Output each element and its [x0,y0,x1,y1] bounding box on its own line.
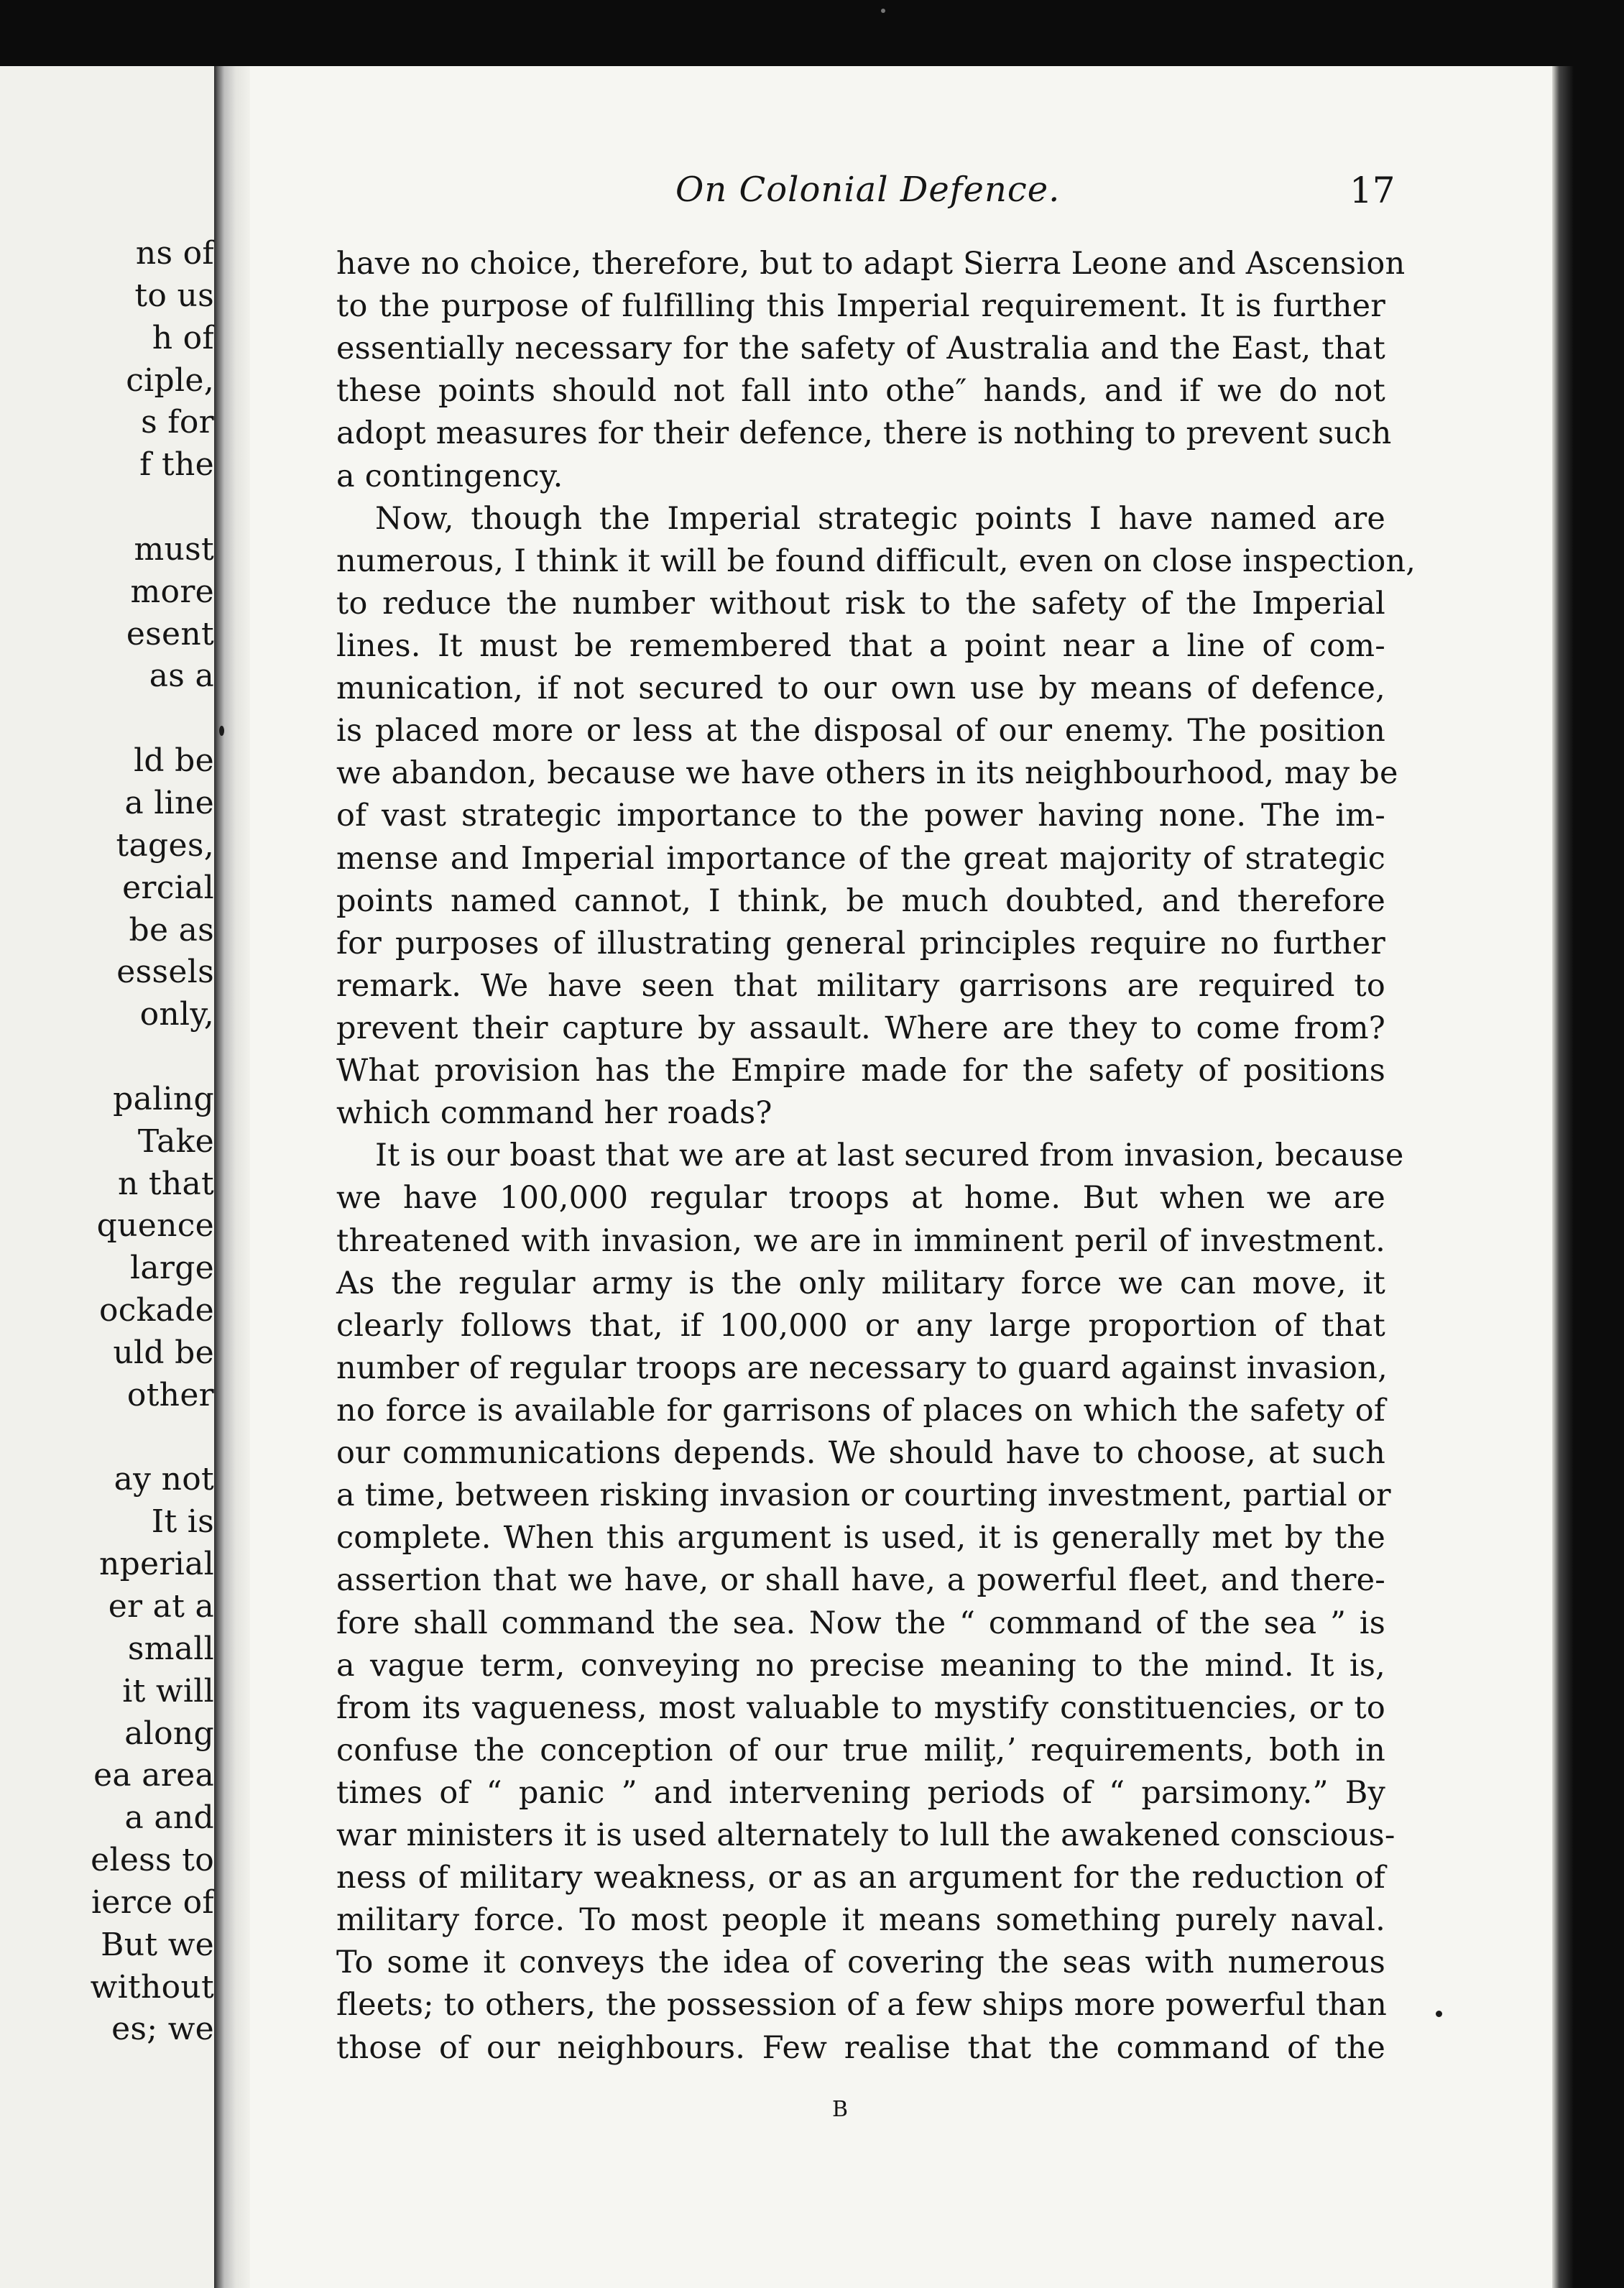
text-line: confuse the conception of our true milit⁣̧,ʼ requirements, both in [336,1732,1385,1768]
left-page-text-fragments [56,233,214,2051]
left-page-line: eless to [91,1842,214,1879]
text-line: ness of military weakness, or as an argument for the reduction of [336,1860,1385,1896]
left-page-line: er at a [108,1588,214,1625]
text-line: remark. We have seen that military garrisons are required to [336,967,1385,1004]
left-page-line: ay not [114,1461,214,1498]
left-page-line: h of [152,319,214,356]
left-page-line [56,1417,214,1459]
left-page-line: small [127,1630,214,1667]
text-line: a time, between risking invasion or courting investment, partial or [336,1477,1391,1514]
body-text [336,243,1416,2070]
text-line: What provision has the Empire made for the safety of positions [336,1053,1385,1089]
text-line: mense and Imperial importance of the great majority of strategic [336,840,1385,877]
page-edge-shadow [1552,66,1624,2288]
text-line: have no choice, therefore, but to adapt Sierra Leone and Ascension [336,246,1406,282]
text-line: clearly follows that, if 100,000 or any large proportion of that [336,1307,1385,1344]
left-page-line: to us [134,277,214,314]
left-page-line: ea area [93,1757,214,1794]
running-head: On Colonial Defence. [675,170,1061,210]
left-page-line [56,698,214,740]
left-page-line: must [134,530,214,568]
left-page-line: ciple, [126,361,214,399]
left-page-line [56,486,214,529]
left-page-line: ercial [122,869,214,906]
left-page-line: But we [101,1926,214,1963]
text-line: lines. It must be remembered that a point near a line of com- [336,627,1385,664]
print-speck [881,9,885,13]
left-page-line: large [129,1250,214,1287]
text-line: prevent their capture by assault. Where are they to come from? [336,1010,1385,1046]
left-page-line: ld be [134,742,214,780]
text-line: assertion that we have, or shall have, a powerful fleet, and there- [336,1562,1385,1599]
text-line: we have 100,000 regular troops at home. But when we are [336,1180,1385,1217]
print-speck [1436,2011,1442,2017]
text-line: we abandon, because we have others in its neighbourhood, may be [336,755,1398,792]
left-page-line: tages, [116,826,214,864]
text-line: numerous, I think it will be found difficult, even on close inspection, [336,543,1416,579]
left-page [0,66,214,2288]
text-line: a vague term, conveying no precise meaning to the mind. It is, [336,1647,1385,1684]
text-line: complete. When this argument is used, it is generally met by the [336,1520,1385,1556]
left-page-line: nperial [98,1546,214,1583]
text-line: munication, if not secured to our own use by means of defence, [336,670,1385,707]
text-line: fleets; to others, the possession of a few ships more powerful than [336,1987,1388,2024]
left-page-line: other [126,1376,214,1413]
left-page-line: ns of [135,235,214,272]
text-line: Now, though the Imperial strategic points I have named are [375,500,1385,537]
left-page-line: it will [122,1672,214,1710]
left-page-line: without [90,1968,214,2006]
text-line: our communications depends. We should have to choose, at such [336,1435,1385,1472]
text-line: threatened with invasion, we are in imminent peril of investment. [336,1222,1385,1259]
left-page-line: as a [149,658,214,695]
text-line: It is our boast that we are at last secured from invasion, because [375,1138,1404,1174]
left-page-line: essels [116,954,214,991]
left-page-line: quence [96,1207,214,1245]
text-line: these points should not fall into othe″ hands, and if we do not [336,373,1385,410]
text-line: adopt measures for their defence, there is nothing to prevent such [336,415,1392,452]
left-page-line: n that [117,1165,214,1202]
left-page-line: Take [137,1122,214,1160]
text-line: military force. To most people it means something purely naval. [336,1902,1385,1939]
text-line: As the regular army is the only military force we can move, it [336,1265,1385,1301]
left-page-line: es; we [111,2011,214,2048]
text-line: from its vagueness, most valuable to mystify constituencies, or to [336,1689,1385,1726]
left-page-line: along [124,1715,214,1752]
book-gutter [214,66,250,2288]
left-page-line: ierce of [91,1883,214,1921]
left-page-line [56,1036,214,1079]
left-page-line: paling [113,1080,214,1117]
print-speck [219,726,224,736]
text-line: fore shall command the sea. Now the “ command of the sea ” is [336,1605,1385,1641]
text-line: no force is available for garrisons of places on which the safety of [336,1392,1385,1429]
text-line: for purposes of illustrating general principles require no further [336,925,1385,961]
text-line: to the purpose of fulfilling this Imperial requirement. It is further [336,288,1385,325]
left-page-line: f the [139,446,214,484]
text-line: to reduce the number without risk to the safety of the Imperial [336,585,1385,622]
left-page-line: uld be [113,1334,214,1371]
text-line: number of regular troops are necessary to guard against invasion, [336,1350,1388,1386]
left-page-line: only, [139,996,214,1033]
left-page-line: a line [124,784,214,821]
text-line: those of our neighbours. Few realise that the command of the [336,2029,1385,2066]
left-page-line: s for [141,404,214,441]
left-page-line: be as [129,911,214,949]
text-line: a contingency. [336,458,563,494]
left-page-line: esent [126,615,214,652]
text-line: which command her roads? [336,1095,772,1132]
text-line: of vast strategic importance to the power having none. The im- [336,798,1385,834]
left-page-line: ockade [98,1292,214,1329]
page-number: 17 [1350,170,1395,211]
left-page-line: It is [151,1503,214,1541]
left-page-line: a and [124,1799,214,1837]
text-line: points named cannot, I think, be much doubted, and therefore [336,882,1385,919]
left-page-line: more [130,573,214,610]
text-line: essentially necessary for the safety of Australia and the East, that [336,331,1385,367]
text-line: war ministers it is used alternately to lull the awakened conscious- [336,1817,1395,1854]
signature-mark: B [832,2097,849,2122]
text-line: is placed more or less at the disposal of our enemy. The position [336,713,1385,749]
text-line: To some it conveys the idea of covering the seas with numerous [336,1945,1385,1981]
text-line: times of “ panic ” and intervening periods of “ parsimony.” By [336,1774,1385,1811]
